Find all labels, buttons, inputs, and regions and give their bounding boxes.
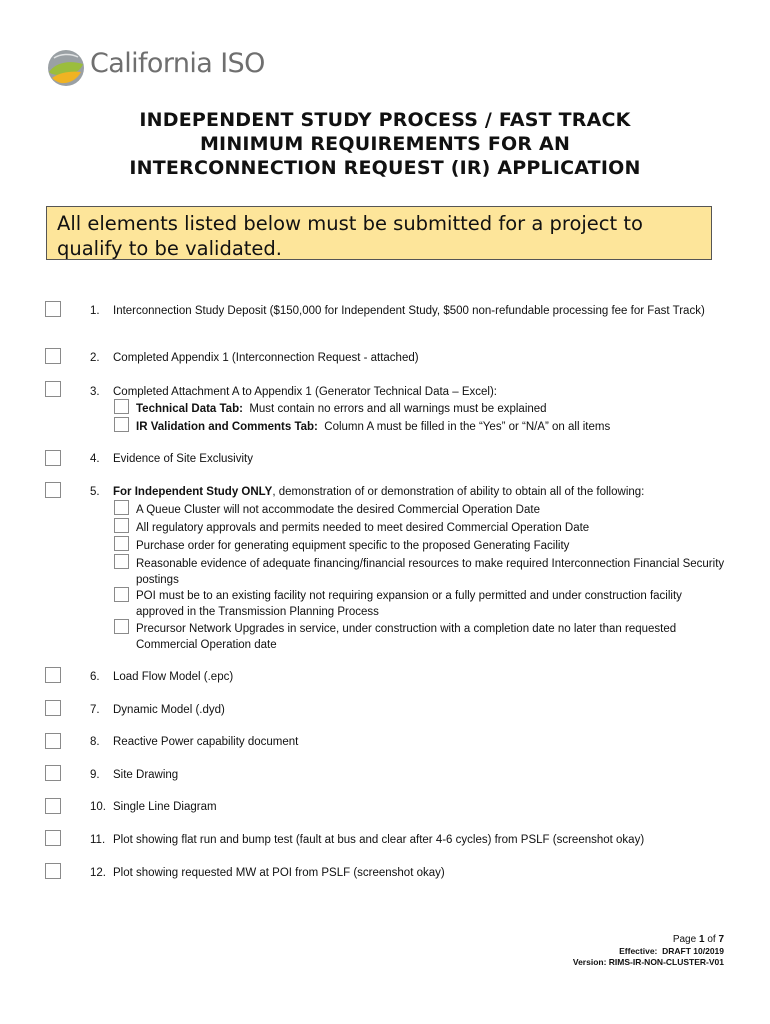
- page-total: 7: [718, 934, 724, 945]
- item-3-sub-1-desc: Must contain no errors and all warnings must be explained: [242, 403, 547, 415]
- item-10-text: Single Line Diagram: [113, 801, 217, 813]
- item-4-checkbox[interactable]: [45, 450, 61, 466]
- item-6-text: Load Flow Model (.epc): [113, 671, 234, 683]
- item-5-bold-label: For Independent Study ONLY: [113, 486, 273, 498]
- item-5-checkbox[interactable]: [45, 482, 61, 498]
- item-7-text: Dynamic Model (.dyd): [113, 704, 225, 716]
- item-5-sub-5-checkbox[interactable]: [114, 587, 129, 602]
- title-line-2: MINIMUM REQUIREMENTS FOR AN: [199, 133, 571, 155]
- item-5-sub-1-text: A Queue Cluster will not accommodate the desired Commercial Operation Date: [136, 504, 540, 516]
- item-5-sub-3-text: Purchase order for generating equipment specific to the proposed Generating Facility: [136, 540, 570, 552]
- item-3-sub-2-text: [136, 419, 726, 435]
- california-iso-globe-icon: [46, 48, 86, 88]
- item-3-sub-2-label: IR Validation and Comments Tab:: [136, 421, 318, 433]
- item-5-number: 5.: [90, 486, 100, 498]
- page-current: 1: [698, 934, 705, 945]
- item-12-text: Plot showing requested MW at POI from PSLF (screenshot okay): [113, 867, 445, 879]
- item-5-sub-1-checkbox[interactable]: [114, 500, 129, 515]
- item-9-number: 9.: [90, 769, 100, 781]
- item-11-text: Plot showing flat run and bump test (fault at bus and clear after 4-6 cycles) from PSLF (screenshot okay): [113, 834, 645, 846]
- item-3-sub-2-desc: Column A must be filled in the “Yes” or “N/A” on all items: [317, 421, 611, 433]
- item-1-checkbox[interactable]: [45, 301, 61, 317]
- item-5-sub-2-text: All regulatory approvals and permits needed to meet desired Commercial Operation Date: [136, 522, 590, 534]
- page-of: of: [707, 934, 716, 945]
- item-2-checkbox[interactable]: [45, 348, 61, 364]
- item-5-desc: , demonstration of or demonstration of ability to obtain all of the following:: [272, 486, 645, 498]
- notice-box: All elements listed below must be submitted for a project to qualify to be validated.: [46, 206, 712, 260]
- item-1-text: Interconnection Study Deposit ($150,000 for Independent Study, $500 non-refundable processing fee for Fast Track): [113, 305, 705, 317]
- item-5-sub-3-checkbox[interactable]: [114, 536, 129, 551]
- item-3-sub-1-checkbox[interactable]: [114, 399, 129, 414]
- item-6-number: 6.: [90, 671, 100, 683]
- item-3-sub-2-checkbox[interactable]: [114, 417, 129, 432]
- page-label: Page: [672, 934, 697, 945]
- item-3-sub-1-text: [136, 401, 726, 417]
- item-6-checkbox[interactable]: [45, 667, 61, 683]
- title-line-1: INDEPENDENT STUDY PROCESS / FAST TRACK: [139, 109, 631, 131]
- logo-text: California ISO: [90, 48, 265, 79]
- item-5-sub-5-text: POI must be to an existing facility not requiring expansion or a fully permitted and under construction facility approved in the Transmission Planning Process: [136, 590, 682, 618]
- item-3-number: 3.: [90, 386, 100, 398]
- title-line-3: INTERCONNECTION REQUEST (IR) APPLICATION: [129, 157, 641, 179]
- item-7-number: 7.: [90, 704, 100, 716]
- item-4-number: 4.: [90, 453, 100, 465]
- effective-date: Effective: DRAFT 10/2019: [619, 946, 724, 956]
- item-2-text: Completed Appendix 1 (Interconnection Request - attached): [113, 352, 419, 364]
- item-1-number: 1.: [90, 305, 100, 317]
- item-10-checkbox[interactable]: [45, 798, 61, 814]
- item-8-checkbox[interactable]: [45, 733, 61, 749]
- item-8-number: 8.: [90, 736, 100, 748]
- page-number: [573, 933, 724, 946]
- item-3-sub-1-label: Technical Data Tab:: [136, 403, 243, 415]
- item-5-text: [113, 484, 728, 500]
- document-title: [0, 108, 770, 180]
- page-footer: [573, 933, 724, 968]
- item-5-sub-6-text: Precursor Network Upgrades in service, under construction with a completion date no later than requested Commercial Operation date: [136, 623, 677, 651]
- item-5-sub-4-text: Reasonable evidence of adequate financing/financial resources to make required Interconnection Financial Security postings: [136, 558, 725, 586]
- item-5-sub-4-checkbox[interactable]: [114, 554, 129, 569]
- version-id: Version: RIMS-IR-NON-CLUSTER-V01: [572, 957, 724, 967]
- item-9-checkbox[interactable]: [45, 765, 61, 781]
- item-12-number: 12.: [90, 867, 106, 879]
- item-4-text: Evidence of Site Exclusivity: [113, 453, 253, 465]
- item-11-number: 11.: [90, 834, 106, 846]
- item-3-checkbox[interactable]: [45, 381, 61, 397]
- item-3-text: Completed Attachment A to Appendix 1 (Generator Technical Data – Excel):: [113, 386, 497, 398]
- item-11-checkbox[interactable]: [45, 830, 61, 846]
- california-iso-logo: [46, 46, 265, 90]
- item-8-text: Reactive Power capability document: [113, 736, 299, 748]
- item-5-sub-2-checkbox[interactable]: [114, 518, 129, 533]
- item-10-number: 10.: [90, 801, 106, 813]
- item-12-checkbox[interactable]: [45, 863, 61, 879]
- item-5-sub-6-checkbox[interactable]: [114, 619, 129, 634]
- item-2-number: 2.: [90, 352, 100, 364]
- item-7-checkbox[interactable]: [45, 700, 61, 716]
- item-9-text: Site Drawing: [113, 769, 179, 781]
